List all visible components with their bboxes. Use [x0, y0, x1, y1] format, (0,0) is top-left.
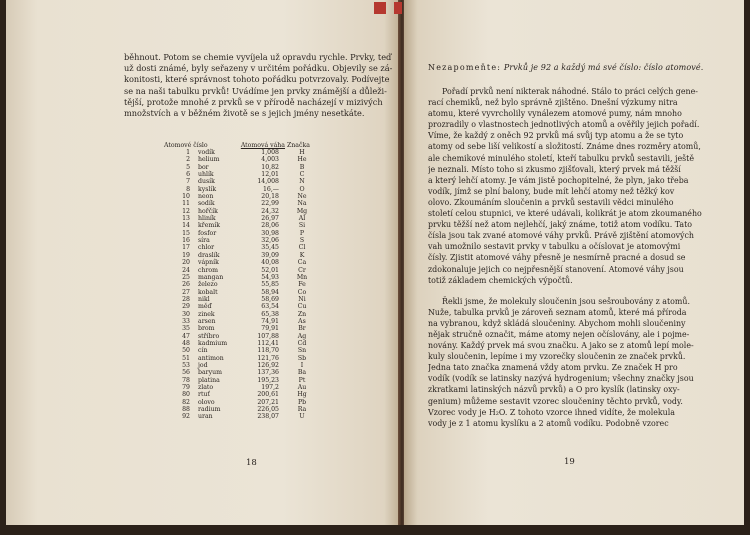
table-row — [164, 347, 369, 354]
symbol-cell: P — [299, 229, 305, 237]
atomic-weight-cell: 4,003 — [261, 156, 279, 164]
atomic-weight-cell: 16,— — [262, 185, 279, 193]
text-line: vah umožnilo sestavit prvky v tabulku a očíslovat je atomovými — [428, 242, 681, 252]
right-page — [404, 0, 744, 525]
atomic-number-cell: 47 — [182, 332, 190, 340]
table-row — [164, 164, 369, 171]
symbol-cell: U — [299, 413, 305, 421]
element-name-cell: cín — [198, 347, 208, 355]
text-line: vody je z 1 atomu kyslíku a 2 atomů vodíku. Podobně vzorec — [428, 418, 669, 428]
element-name-cell: hořčík — [198, 207, 218, 215]
atomic-number-cell: 1 — [186, 149, 190, 156]
text-line: Jedna tato značka znamená vždy atom prvku. Ze značek H pro — [428, 363, 678, 373]
element-name-cell: bor — [198, 163, 209, 171]
atomic-weight-cell: 10,82 — [261, 163, 279, 171]
element-name-cell: platina — [198, 376, 220, 384]
atomic-weight-cell: 40,08 — [261, 259, 279, 267]
atomic-number-cell: 7 — [186, 178, 190, 186]
text-line: se na naši tabulku prvků! Uvádíme jen prvky známější a důleži- — [124, 85, 387, 96]
text-line: Vzorec vody je H₂O. Z tohoto vzorce ihned vidíte, že molekula — [428, 407, 675, 417]
table-row — [164, 325, 369, 332]
text-line: Řekli jsme, že molekuly sloučenin jsou sešroubovány z atomů. — [442, 296, 691, 306]
element-name-cell: chlor — [198, 244, 215, 252]
element-table — [164, 137, 369, 421]
table-row — [164, 186, 369, 193]
symbol-cell: Cl — [298, 244, 306, 252]
atomic-number-cell: 33 — [182, 317, 190, 325]
element-name-cell: chrom — [198, 266, 219, 274]
symbol-cell: Ba — [297, 369, 307, 377]
atomic-number-cell: 48 — [182, 339, 190, 347]
table-row — [164, 237, 369, 244]
table-row — [164, 171, 369, 178]
element-name-cell: zlato — [198, 384, 214, 391]
table-row — [164, 303, 369, 310]
element-name-cell: hliník — [198, 215, 216, 223]
atomic-number-cell: 80 — [182, 391, 190, 399]
element-name-cell: sodík — [198, 200, 215, 208]
symbol-cell: K — [299, 251, 305, 259]
atomic-weight-cell: 58,69 — [261, 295, 279, 303]
paragraph-1 — [428, 86, 710, 286]
element-name-cell: železo — [198, 281, 218, 289]
atomic-number-cell: 51 — [182, 354, 190, 362]
header-symbol: Značka — [287, 141, 310, 149]
element-name-cell: brom — [198, 325, 215, 333]
table-row — [164, 230, 369, 237]
element-name-cell: nikl — [198, 295, 210, 303]
atomic-number-cell: 25 — [182, 273, 190, 281]
symbol-cell: Ag — [297, 332, 307, 340]
symbol-cell: Zn — [297, 310, 307, 318]
atomic-number-cell: 28 — [182, 295, 190, 303]
symbol-cell: Mn — [296, 273, 308, 281]
symbol-cell: O — [299, 185, 305, 193]
atomic-number-cell: 53 — [182, 361, 190, 369]
table-row — [164, 252, 369, 259]
atomic-number-cell: 24 — [182, 266, 190, 274]
table-row — [164, 289, 369, 296]
atomic-weight-cell: 65,38 — [261, 310, 279, 318]
atomic-weight-cell: 200,61 — [257, 391, 279, 399]
right-page-heading — [428, 63, 718, 72]
symbol-cell: S — [299, 237, 305, 245]
symbol-cell: H — [299, 149, 305, 156]
element-name-cell: dusík — [198, 178, 215, 186]
heading-text: Prvků je 92 a každý má své číslo: číslo atomové. — [503, 63, 704, 72]
atomic-number-cell: 30 — [182, 310, 190, 318]
atomic-weight-cell: 79,91 — [261, 325, 279, 333]
element-name-cell: mangan — [198, 273, 224, 281]
page-number-right: 19 — [564, 457, 575, 467]
symbol-cell: C — [299, 171, 305, 179]
atomic-number-cell: 15 — [182, 229, 190, 237]
text-line: je neznali. Místo toho si zkusmo zjišťovali, který prvek má těžší — [428, 164, 681, 174]
atomic-number-cell: 26 — [182, 281, 190, 289]
atomic-number-cell: 6 — [186, 171, 190, 179]
symbol-cell: Cd — [297, 339, 307, 347]
text-line: čísly. Zjistit atomové váhy přesně je nesmírně pracné a dosud se — [428, 253, 686, 263]
element-name-cell: fosfor — [198, 229, 217, 237]
atomic-weight-cell: 32,06 — [261, 237, 279, 245]
text-line: na vybranou, když skládá sloučeniny. Abychom mohli sloučeniny — [428, 318, 686, 328]
table-row — [164, 355, 369, 362]
atomic-number-cell: 92 — [182, 413, 190, 421]
symbol-cell: As — [298, 317, 306, 325]
symbol-cell: Hg — [297, 391, 307, 399]
text-line: běhnout. Potom se chemie vyvíjela už opravdu rychle. Prvky, teď — [124, 52, 392, 62]
atomic-weight-cell: 54,93 — [261, 273, 279, 281]
element-name-cell: arsen — [198, 317, 216, 325]
symbol-cell: Cr — [298, 266, 306, 274]
atomic-weight-cell: 207,21 — [257, 398, 279, 406]
table-row — [164, 281, 369, 288]
text-line: prvku těžší než atom nejlehčí, jaký známe, totiž atom vodíku. Tato — [428, 220, 693, 230]
atomic-weight-cell: 63,54 — [261, 303, 279, 311]
page-number-left: 18 — [246, 458, 257, 468]
table-row — [164, 406, 369, 413]
atomic-number-cell: 8 — [186, 185, 190, 193]
element-name-cell: rtuť — [198, 391, 210, 399]
text-line: konitosti, které správnost tohoto pořádku potvrzovaly. Podívejte — [124, 74, 390, 85]
atomic-weight-cell: 30,98 — [261, 229, 279, 237]
table-row — [164, 399, 369, 406]
atomic-number-cell: 14 — [182, 222, 190, 230]
symbol-cell: He — [297, 156, 307, 164]
symbol-cell: Mg — [296, 207, 308, 215]
symbol-cell: Si — [298, 222, 306, 230]
atomic-weight-cell: 195,23 — [257, 376, 279, 384]
atomic-weight-cell: 118,70 — [257, 347, 279, 355]
text-line: Víme, že každý z oněch 92 prvků má svůj typ atomu a že se tyto — [428, 131, 684, 141]
atomic-weight-cell: 126,92 — [257, 361, 279, 369]
atomic-weight-cell: 20,18 — [261, 193, 279, 201]
heading-lead: Nezapomeňte: — [428, 63, 502, 72]
atomic-number-cell: 78 — [182, 376, 190, 384]
atomic-weight-cell: 28,06 — [261, 222, 279, 230]
text-line: totiž základem chemických výpočtů. — [428, 275, 573, 285]
element-name-cell: jod — [198, 361, 208, 369]
atomic-number-cell: 5 — [186, 163, 190, 171]
atomic-weight-cell: 35,45 — [261, 244, 279, 252]
text-line: Pořadí prvků není nikterak náhodné. Stálo to práci celých gene- — [442, 87, 698, 96]
text-line: tější, protože mnohé z prvků se v přírodě nacházejí v mizivých — [124, 96, 383, 107]
table-row — [164, 215, 369, 222]
atomic-weight-cell: 107,88 — [257, 332, 279, 340]
atomic-weight-cell: 197,2 — [261, 384, 279, 391]
text-line: atomu, které vyvrcholily vynálezem atomové pumy, nám mnoho — [428, 109, 682, 119]
atomic-weight-cell: 74,91 — [261, 317, 279, 325]
text-line: zdokonaluje jejich co nejpřesnější stanovení. Atomové váhy jsou — [428, 264, 684, 274]
text-line: rací chemiků, než bylo správně zjištěno. Dnešní výzkumy nitra — [428, 98, 678, 108]
atomic-number-cell: 79 — [182, 384, 190, 391]
symbol-cell: Na — [297, 200, 307, 208]
table-row — [164, 200, 369, 207]
text-line: zkratkami latinských názvů prvků) a O pro kyslík (latinsky oxy- — [428, 385, 680, 395]
element-name-cell: radium — [198, 406, 221, 414]
text-line: vodík, jímž se plní balony, bude mít lehčí atomy než těžký kov — [428, 186, 675, 196]
element-name-cell: vodík — [198, 149, 215, 156]
element-name-cell: kyslík — [198, 185, 217, 193]
atomic-weight-cell: 121,76 — [257, 354, 279, 362]
atomic-number-cell: 17 — [182, 244, 190, 252]
atomic-weight-cell: 22,99 — [261, 200, 279, 208]
element-name-cell: uran — [198, 413, 213, 421]
red-mark — [394, 2, 402, 14]
element-name-cell: helium — [198, 156, 220, 164]
atomic-number-cell: 82 — [182, 398, 190, 406]
element-name-cell: uhlík — [198, 171, 214, 179]
paragraph-2 — [428, 296, 710, 429]
symbol-cell: Pt — [298, 376, 306, 384]
element-table-body — [164, 149, 369, 421]
text-line: nějak stručně označit, máme atomy nejen očíslovány, ale i pojme- — [428, 329, 690, 339]
header-atomic-weight: Atomová váha — [240, 141, 285, 149]
atomic-number-cell: 16 — [182, 237, 190, 245]
element-name-cell: měď — [198, 303, 212, 311]
atomic-weight-cell: 14,008 — [257, 178, 279, 186]
symbol-cell: Al — [298, 215, 306, 223]
table-row — [164, 384, 369, 391]
symbol-cell: I — [300, 361, 304, 369]
symbol-cell: Ni — [298, 295, 306, 303]
element-name-cell: zinek — [198, 310, 215, 318]
atomic-number-cell: 88 — [182, 406, 190, 414]
atomic-number-cell: 27 — [182, 288, 190, 296]
atomic-weight-cell: 39,09 — [261, 251, 279, 259]
atomic-number-cell: 2 — [186, 156, 190, 164]
atomic-weight-cell: 238,07 — [257, 413, 279, 421]
symbol-cell: Au — [297, 384, 307, 391]
atomic-weight-cell: 58,94 — [261, 288, 279, 296]
symbol-cell: B — [299, 163, 305, 171]
atomic-weight-cell: 52,01 — [261, 266, 279, 274]
text-line: genium) můžeme sestavit vzorec sloučeniny těchto prvků, vody. — [428, 396, 683, 406]
element-name-cell: kobalt — [198, 288, 218, 296]
table-row — [164, 259, 369, 266]
table-row — [164, 391, 369, 398]
text-line: a který lehčí atomy. Je vám jistě pochopitelné, že plyn, jako třeba — [428, 175, 689, 185]
text-line: Nuže, tabulka prvků je zároveň seznam atomů, které má příroda — [428, 307, 687, 317]
table-row — [164, 296, 369, 303]
table-row — [164, 377, 369, 384]
red-mark — [374, 2, 386, 14]
symbol-cell: Sb — [297, 354, 307, 362]
element-name-cell: stříbro — [198, 332, 220, 340]
table-row — [164, 156, 369, 163]
table-row — [164, 369, 369, 376]
atomic-weight-cell: 55,85 — [261, 281, 279, 289]
symbol-cell: Ra — [297, 406, 307, 414]
atomic-number-cell: 13 — [182, 215, 190, 223]
left-page-paragraph — [124, 52, 393, 119]
text-line: čísla jsou tak zvané atomové váhy prvků. Právě zjištění atomových — [428, 231, 695, 241]
symbol-cell: Pb — [297, 398, 307, 406]
symbol-cell: Ca — [297, 259, 307, 267]
table-row — [164, 362, 369, 369]
symbol-cell: Fe — [298, 281, 306, 289]
text-line: vodík (vodík se latinsky nazývá hydrogenium; všechny značky jsou — [428, 374, 694, 384]
text-line: ale chemikové minulého století, kteří tabulku prvků sestavili, ještě — [428, 153, 695, 163]
atomic-weight-cell: 226,05 — [257, 406, 279, 414]
atomic-weight-cell: 1,008 — [261, 149, 279, 156]
symbol-cell: Co — [297, 288, 307, 296]
atomic-number-cell: 10 — [182, 193, 190, 201]
atomic-number-cell: 19 — [182, 251, 190, 259]
table-row — [164, 149, 369, 156]
symbol-cell: Br — [298, 325, 306, 333]
element-name-cell: křemík — [198, 222, 220, 230]
atomic-number-cell: 12 — [182, 207, 190, 215]
atomic-number-cell: 50 — [182, 347, 190, 355]
table-row — [164, 244, 369, 251]
atomic-weight-cell: 24,32 — [261, 207, 279, 215]
table-row — [164, 267, 369, 274]
atomic-weight-cell: 12,01 — [261, 171, 279, 179]
symbol-cell: Sn — [297, 347, 307, 355]
table-row — [164, 193, 369, 200]
element-name-cell: baryum — [198, 369, 222, 377]
table-row — [164, 178, 369, 185]
text-line: kuly sloučenin, lepíme i my vzorečky sloučenin ze značek prvků. — [428, 352, 686, 362]
table-row — [164, 222, 369, 229]
text-line: množstvích a v běžném životě se s jejich jmény nesetkáte. — [124, 108, 365, 119]
table-row — [164, 413, 369, 420]
atomic-number-cell: 11 — [182, 200, 190, 208]
atomic-number-cell: 56 — [182, 369, 190, 377]
atomic-number-cell: 29 — [182, 303, 190, 311]
element-name-cell: draslík — [198, 251, 220, 259]
table-row — [164, 311, 369, 318]
symbol-cell: N — [299, 178, 305, 186]
header-atomic-number: Atomové číslo — [164, 141, 208, 149]
element-name-cell: antimon — [198, 354, 224, 362]
table-row — [164, 333, 369, 340]
symbol-cell: Ne — [297, 193, 307, 201]
element-name-cell: neon — [198, 193, 214, 201]
text-line: prozradily o vlastnostech jednotlivých atomů a ověřily jejich pořadí. — [428, 120, 700, 130]
element-name-cell: vápník — [198, 259, 219, 267]
element-name-cell: síra — [198, 237, 210, 245]
text-line: století celou stupnici, ve které udávali, kolikrát je atom zkoumaného — [428, 209, 702, 219]
atomic-weight-cell: 137,36 — [257, 369, 279, 377]
text-line: už dosti známé, byly seřazeny v určitém pořádku. Objevily se zá- — [124, 63, 393, 74]
table-row — [164, 208, 369, 215]
text-line: atomy od sebe liší velikostí a složitostí. Známe dnes rozměry atomů, — [428, 142, 701, 152]
left-page — [6, 0, 400, 525]
text-line: olovo. Zkoumáním sloučenin a prvků sestavili vědci minulého — [428, 197, 674, 207]
atomic-number-cell: 35 — [182, 325, 190, 333]
atomic-weight-cell: 112,41 — [257, 339, 279, 347]
text-line: novány. Každý prvek má svou značku. A jako se z atomů lepí mole- — [428, 341, 694, 351]
element-table-header — [164, 137, 369, 149]
atomic-weight-cell: 26,97 — [261, 215, 279, 223]
table-row — [164, 340, 369, 347]
element-name-cell: olovo — [198, 398, 215, 406]
element-name-cell: kadmium — [198, 339, 228, 347]
right-page-body — [428, 86, 710, 429]
table-row — [164, 318, 369, 325]
symbol-cell: Cu — [297, 303, 307, 311]
atomic-number-cell: 20 — [182, 259, 190, 267]
table-row — [164, 274, 369, 281]
